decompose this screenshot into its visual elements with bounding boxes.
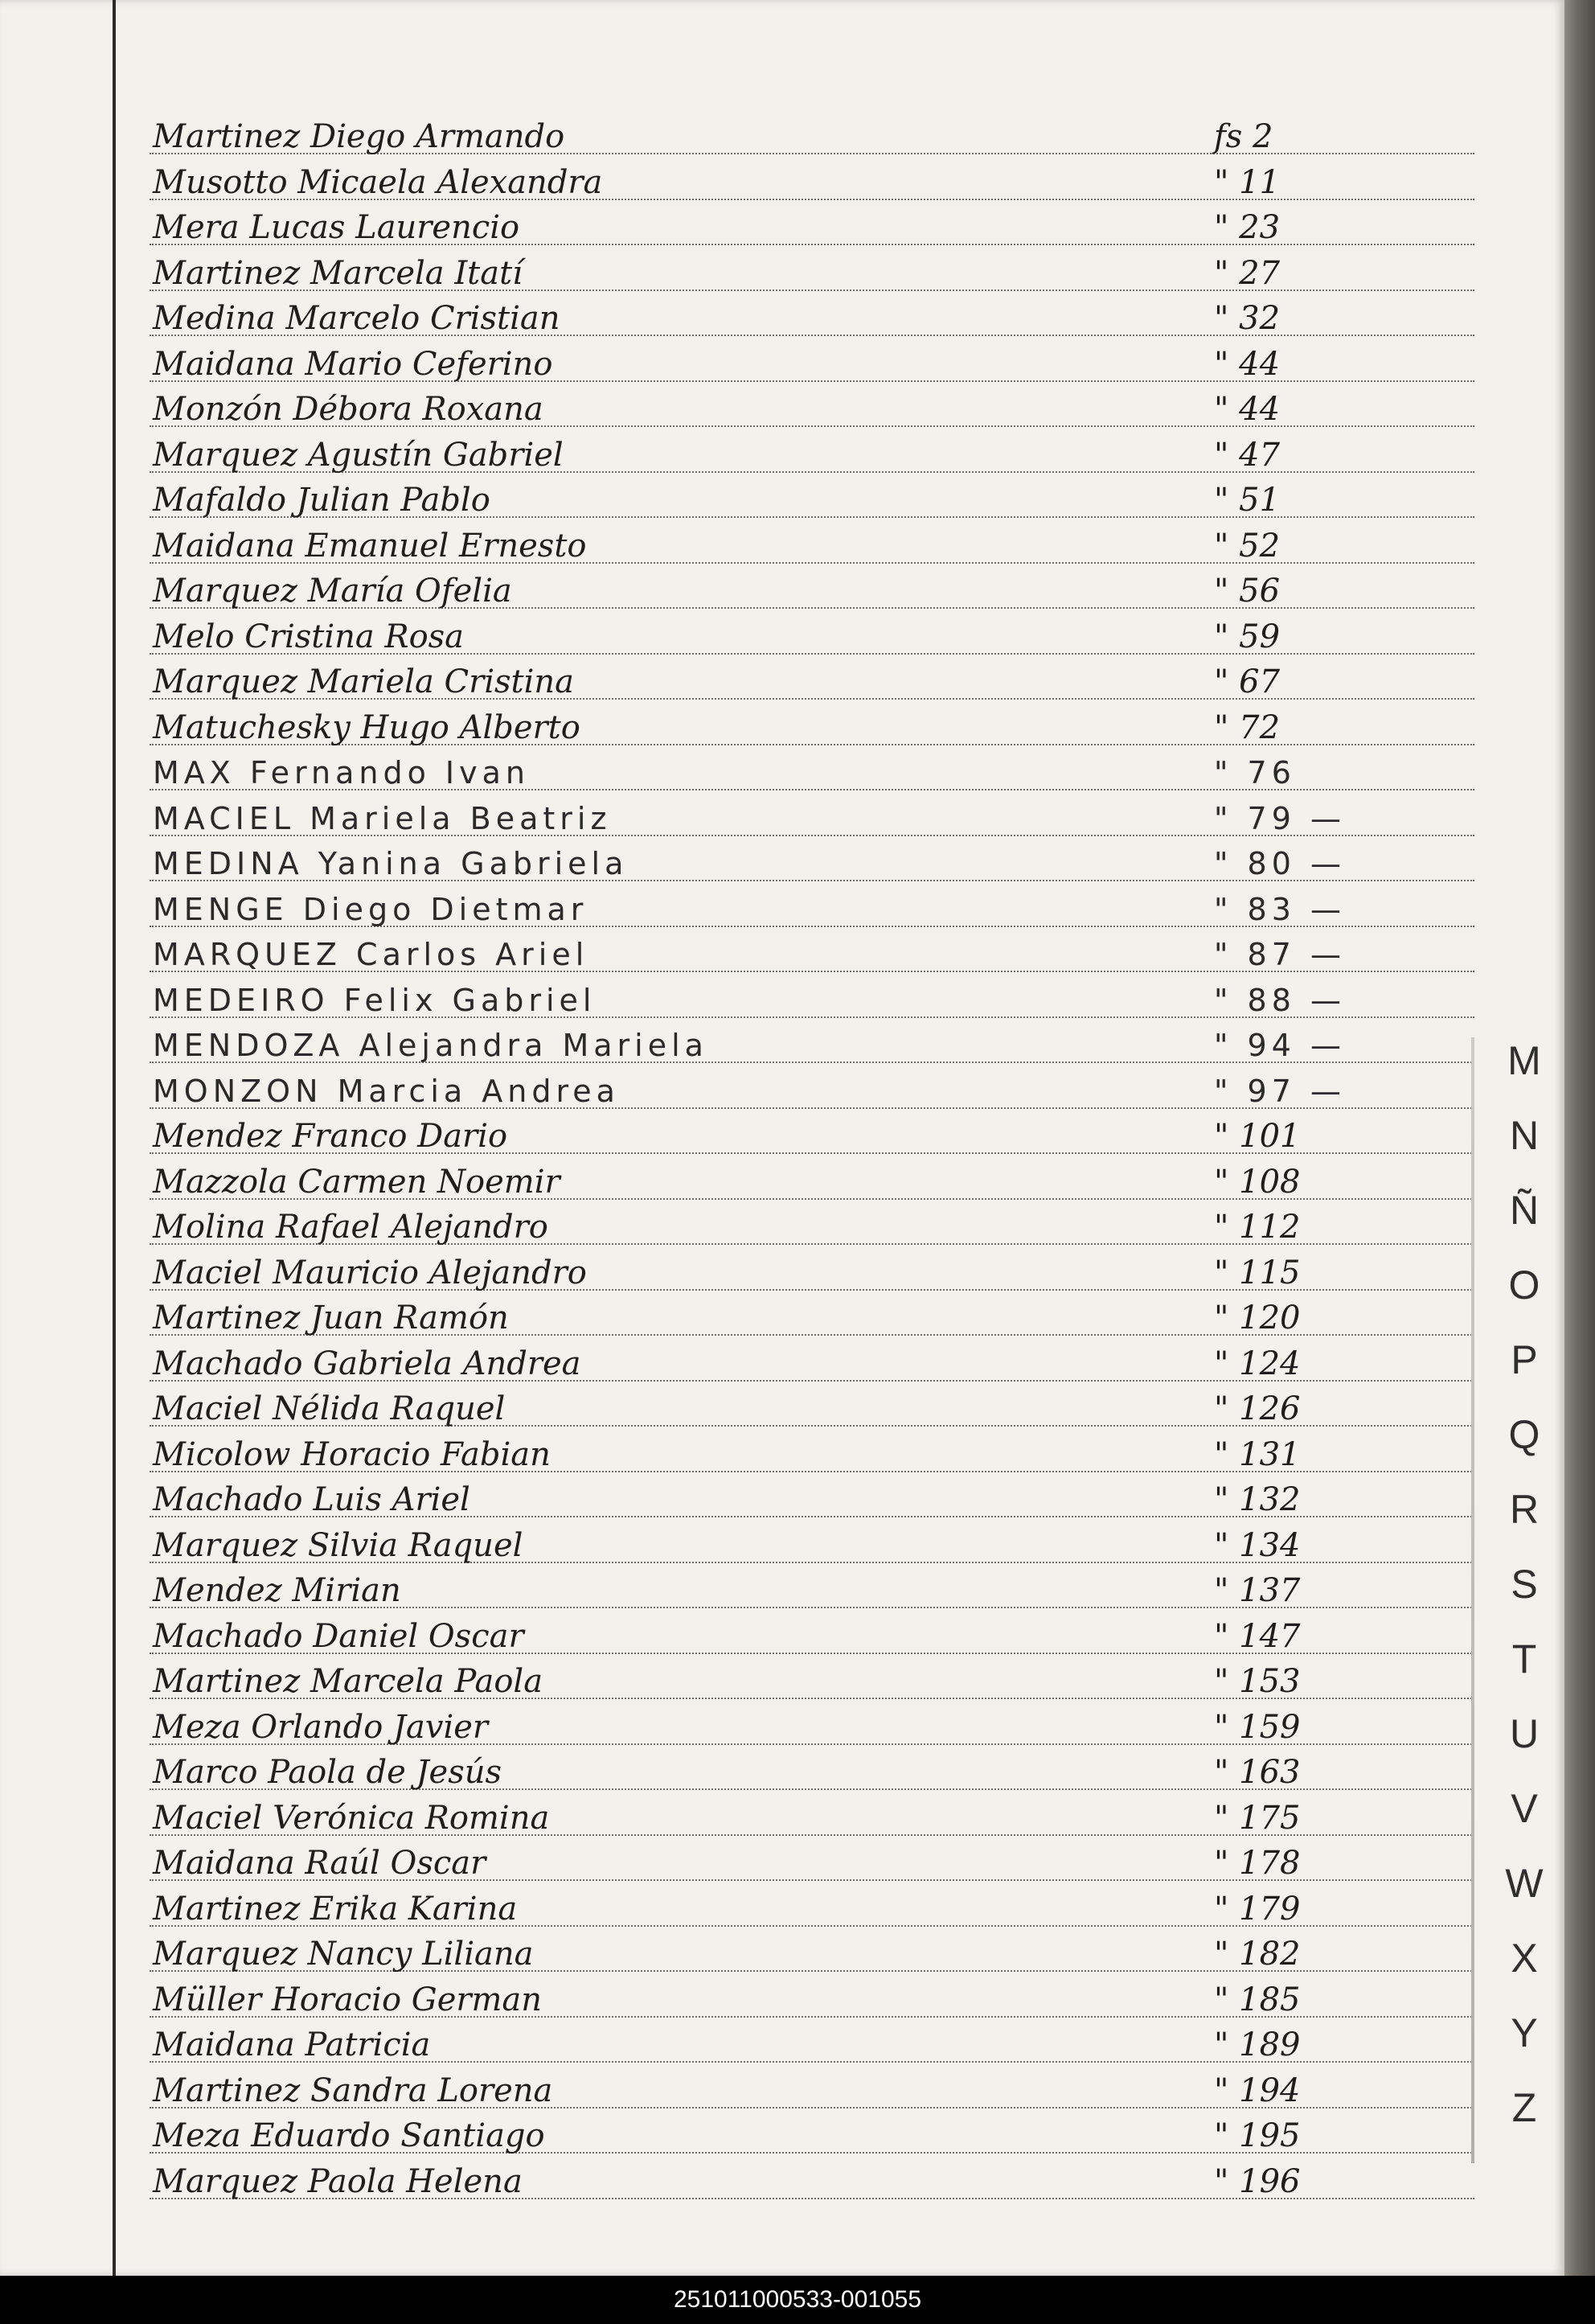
entry-name: Marquez Silvia Raquel bbox=[153, 1526, 523, 1564]
entry-name: Machado Luis Ariel bbox=[153, 1481, 470, 1518]
entry-folio: " 120 bbox=[1214, 1300, 1301, 1337]
entry-name: MAX Fernando Ivan bbox=[153, 755, 530, 790]
entry-folio: " 47 bbox=[1214, 436, 1281, 474]
entry-folio: " 79 — bbox=[1214, 800, 1346, 836]
entry-folio: " 189 bbox=[1214, 2026, 1301, 2063]
entry-folio: " 182 bbox=[1214, 1936, 1301, 1973]
entry-folio: " 132 bbox=[1214, 1481, 1301, 1518]
entry-folio: " 94 — bbox=[1214, 1028, 1346, 1063]
entry-name: Maciel Nélida Raquel bbox=[153, 1390, 506, 1427]
entry-folio: " 80 — bbox=[1214, 846, 1346, 881]
entry-name: Maidana Mario Ceferino bbox=[153, 345, 553, 383]
index-tab-letter[interactable]: Y bbox=[1511, 2010, 1538, 2055]
entry-folio: " 124 bbox=[1214, 1345, 1301, 1382]
entry-name: Marco Paola de Jesús bbox=[153, 1754, 502, 1791]
page-edge bbox=[1564, 0, 1595, 2276]
entry-folio: " 112 bbox=[1214, 1209, 1301, 1246]
entry-folio: fs 2 bbox=[1214, 118, 1273, 155]
entry-folio: " 56 bbox=[1214, 573, 1281, 610]
entry-folio: " 126 bbox=[1214, 1390, 1301, 1427]
entry-name: Mazzola Carmen Noemir bbox=[153, 1163, 560, 1201]
entry-folio: " 101 bbox=[1214, 1118, 1301, 1155]
entry-name: Martinez Erika Karina bbox=[153, 1890, 518, 1928]
entry-folio: " 97 — bbox=[1214, 1073, 1346, 1109]
entry-name: Martinez Juan Ramón bbox=[153, 1300, 509, 1337]
entry-name: Medina Marcelo Cristian bbox=[153, 300, 560, 337]
index-tab-letter[interactable]: S bbox=[1511, 1562, 1538, 1607]
document-id: 251011000533-001055 bbox=[673, 2286, 922, 2313]
index-tab-letter[interactable]: U bbox=[1509, 1711, 1540, 1756]
margin-line bbox=[113, 0, 116, 2276]
index-tab-letter[interactable]: Q bbox=[1508, 1412, 1540, 1457]
index-tab-letter[interactable]: Ñ bbox=[1509, 1188, 1540, 1233]
entry-folio: " 44 bbox=[1214, 391, 1281, 428]
index-tab-letter[interactable]: W bbox=[1505, 1861, 1544, 1906]
index-tab-letter[interactable]: R bbox=[1509, 1487, 1540, 1532]
entry-name: MENGE Diego Dietmar bbox=[153, 891, 588, 927]
entry-name: Martinez Marcela Paola bbox=[153, 1663, 543, 1700]
entry-folio: " 88 — bbox=[1214, 982, 1346, 1018]
index-tab-letter[interactable]: V bbox=[1511, 1786, 1538, 1831]
entry-name: Molina Rafael Alejandro bbox=[153, 1209, 548, 1246]
entry-name: Maidana Raúl Oscar bbox=[153, 1845, 486, 1882]
entry-name: Mera Lucas Laurencio bbox=[153, 209, 520, 246]
entry-name: Marquez Agustín Gabriel bbox=[153, 436, 564, 474]
entry-name: Machado Gabriela Andrea bbox=[153, 1345, 581, 1382]
entry-name: Mafaldo Julian Pablo bbox=[153, 482, 490, 519]
entry-name: Matuchesky Hugo Alberto bbox=[153, 708, 580, 746]
entry-folio: " 185 bbox=[1214, 1981, 1301, 2018]
entry-name: MARQUEZ Carlos Ariel bbox=[153, 937, 589, 972]
entry-folio: " 23 bbox=[1214, 209, 1281, 246]
entry-name: MEDEIRO Felix Gabriel bbox=[153, 982, 597, 1018]
entry-folio: " 67 bbox=[1214, 663, 1281, 700]
entry-name: Machado Daniel Oscar bbox=[153, 1617, 524, 1655]
entry-folio: " 59 bbox=[1214, 618, 1281, 655]
entry-name: Martinez Marcela Itatí bbox=[153, 254, 523, 292]
index-tab-letter[interactable]: X bbox=[1511, 1936, 1538, 1981]
entry-folio: " 137 bbox=[1214, 1572, 1301, 1609]
entry-folio: " 76 bbox=[1214, 755, 1296, 790]
index-tab-letter[interactable]: Z bbox=[1511, 2085, 1537, 2130]
entry-name: Martinez Diego Armando bbox=[153, 118, 565, 155]
index-tab-letter[interactable]: P bbox=[1511, 1337, 1538, 1382]
entry-name: Martinez Sandra Lorena bbox=[153, 2071, 553, 2109]
entry-name: Maciel Mauricio Alejandro bbox=[153, 1254, 587, 1291]
entry-folio: " 11 bbox=[1214, 163, 1281, 201]
entry-folio: " 44 bbox=[1214, 345, 1281, 383]
entry-name: MENDOZA Alejandra Mariela bbox=[153, 1028, 708, 1063]
entry-name: Marquez Paola Helena bbox=[153, 2162, 523, 2200]
entry-name: Musotto Micaela Alexandra bbox=[153, 163, 603, 201]
index-tab-letter[interactable]: O bbox=[1508, 1263, 1540, 1308]
entry-name: Marquez María Ofelia bbox=[153, 573, 512, 610]
entry-folio: " 194 bbox=[1214, 2071, 1301, 2109]
index-tab-letter[interactable]: N bbox=[1509, 1113, 1540, 1158]
entry-name: Melo Cristina Rosa bbox=[153, 618, 465, 655]
entry-folio: " 195 bbox=[1214, 2117, 1301, 2154]
entry-folio: " 163 bbox=[1214, 1754, 1301, 1791]
entry-folio: " 83 — bbox=[1214, 891, 1346, 927]
entry-folio: " 179 bbox=[1214, 1890, 1301, 1928]
entry-folio: " 178 bbox=[1214, 1845, 1301, 1882]
entry-folio: " 72 bbox=[1214, 708, 1281, 746]
entry-name: Mendez Franco Dario bbox=[153, 1118, 508, 1155]
entry-folio: " 147 bbox=[1214, 1617, 1301, 1655]
entry-folio: " 175 bbox=[1214, 1799, 1301, 1837]
entry-folio: " 87 — bbox=[1214, 937, 1346, 972]
entry-folio: " 131 bbox=[1214, 1435, 1301, 1473]
entry-folio: " 159 bbox=[1214, 1708, 1301, 1746]
entry-name: Marquez Mariela Cristina bbox=[153, 663, 575, 700]
entry-folio: " 153 bbox=[1214, 1663, 1301, 1700]
entry-name: Müller Horacio German bbox=[153, 1981, 543, 2018]
entry-folio: " 134 bbox=[1214, 1526, 1301, 1564]
entry-name: Maciel Verónica Romina bbox=[153, 1799, 550, 1837]
index-tab-letter[interactable]: T bbox=[1511, 1636, 1537, 1681]
footer-bar bbox=[0, 2276, 1595, 2324]
entry-folio: " 52 bbox=[1214, 527, 1281, 565]
entry-folio: " 32 bbox=[1214, 300, 1281, 337]
index-tab-letter[interactable]: M bbox=[1507, 1038, 1541, 1083]
entry-name: Marquez Nancy Liliana bbox=[153, 1936, 534, 1973]
index-tab-edge bbox=[1471, 1037, 1474, 2163]
entry-name: MONZON Marcia Andrea bbox=[153, 1073, 620, 1109]
entry-folio: " 108 bbox=[1214, 1163, 1301, 1201]
entry-folio: " 196 bbox=[1214, 2162, 1301, 2200]
entry-name: Micolow Horacio Fabian bbox=[153, 1435, 551, 1473]
entry-name: MACIEL Mariela Beatriz bbox=[153, 800, 612, 836]
entry-folio: " 51 bbox=[1214, 482, 1281, 519]
entry-name: Mendez Mirian bbox=[153, 1572, 401, 1609]
entry-name: Meza Eduardo Santiago bbox=[153, 2117, 545, 2154]
entry-name: Meza Orlando Javier bbox=[153, 1708, 489, 1746]
entry-folio: " 115 bbox=[1214, 1254, 1301, 1291]
alphabet-index-tabs bbox=[1484, 1037, 1564, 2163]
entry-name: MEDINA Yanina Gabriela bbox=[153, 846, 629, 881]
entry-name: Monzón Débora Roxana bbox=[153, 391, 543, 428]
entry-name: Maidana Patricia bbox=[153, 2026, 431, 2063]
entry-name: Maidana Emanuel Ernesto bbox=[153, 527, 587, 565]
entry-folio: " 27 bbox=[1214, 254, 1281, 292]
